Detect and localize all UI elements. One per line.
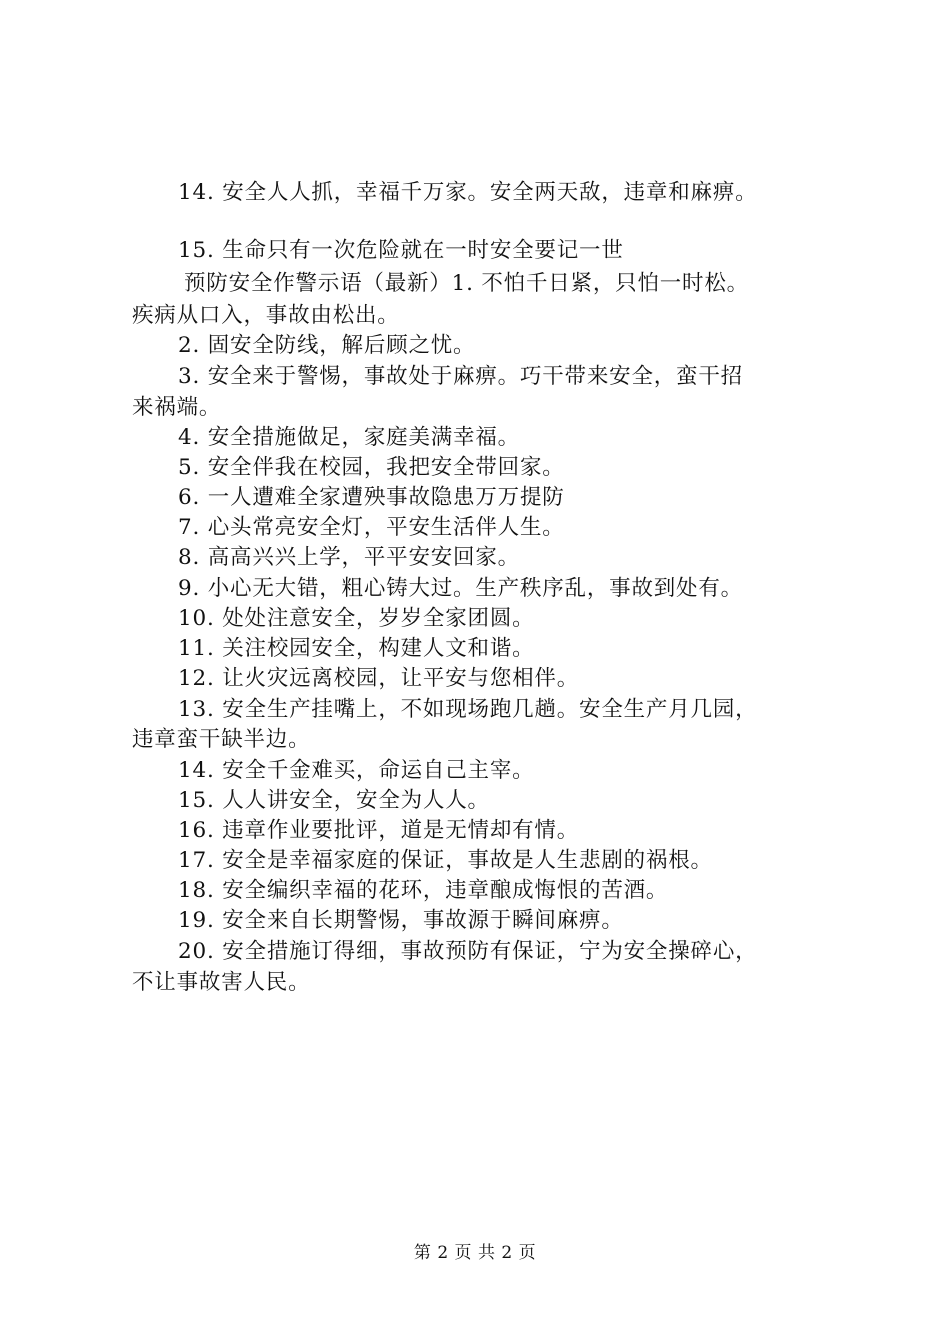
text-line: 16. 违章作业要批评，道是无情却有情。 — [178, 818, 580, 843]
text-line: 15. 生命只有一次危险就在一时安全要记一世 — [178, 238, 624, 263]
text-line: 疾病从口入，事故由松出。 — [132, 303, 400, 328]
text-line: 不让事故害人民。 — [132, 970, 311, 995]
text-line: 12. 让火灾远离校园，让平安与您相伴。 — [178, 666, 580, 691]
text-line: 20. 安全措施订得细，事故预防有保证，宁为安全操碎心， — [178, 939, 758, 964]
text-line: 14. 安全千金难买，命运自己主宰。 — [178, 758, 535, 783]
text-line: 9. 小心无大错，粗心铸大过。生产秩序乱，事故到处有。 — [178, 576, 743, 601]
page-number-footer: 第 2 页 共 2 页 — [413, 1243, 537, 1263]
text-line: 19. 安全来自长期警惕，事故源于瞬间麻痹。 — [178, 908, 624, 933]
text-line: 8. 高高兴兴上学，平平安安回家。 — [178, 545, 520, 570]
text-line: 预防安全作警示语（最新）1. 不怕千日紧，只怕一时松。 — [184, 271, 749, 296]
text-line: 来祸端。 — [132, 395, 222, 420]
text-line: 15. 人人讲安全，安全为人人。 — [178, 788, 490, 813]
text-line: 违章蛮干缺半边。 — [132, 727, 311, 752]
text-line: 17. 安全是幸福家庭的保证，事故是人生悲剧的祸根。 — [178, 848, 713, 873]
text-line: 6. 一人遭难全家遭殃事故隐患万万提防 — [178, 485, 565, 510]
text-line: 3. 安全来于警惕，事故处于麻痹。巧干带来安全，蛮干招 — [178, 364, 743, 389]
text-line: 18. 安全编织幸福的花环，违章酿成悔恨的苦酒。 — [178, 878, 669, 903]
text-line: 14. 安全人人抓，幸福千万家。安全两天敌，违章和麻痹。 — [178, 180, 758, 205]
text-line: 10. 处处注意安全，岁岁全家团圆。 — [178, 606, 535, 631]
text-line: 5. 安全伴我在校园，我把安全带回家。 — [178, 455, 565, 480]
text-line: 2. 固安全防线，解后顾之忧。 — [178, 333, 476, 358]
text-line: 13. 安全生产挂嘴上，不如现场跑几趟。安全生产月几园， — [178, 697, 758, 722]
text-line: 7. 心头常亮安全灯，平安生活伴人生。 — [178, 515, 565, 540]
text-line: 4. 安全措施做足，家庭美满幸福。 — [178, 425, 520, 450]
text-line: 11. 关注校园安全，构建人文和谐。 — [178, 636, 535, 661]
